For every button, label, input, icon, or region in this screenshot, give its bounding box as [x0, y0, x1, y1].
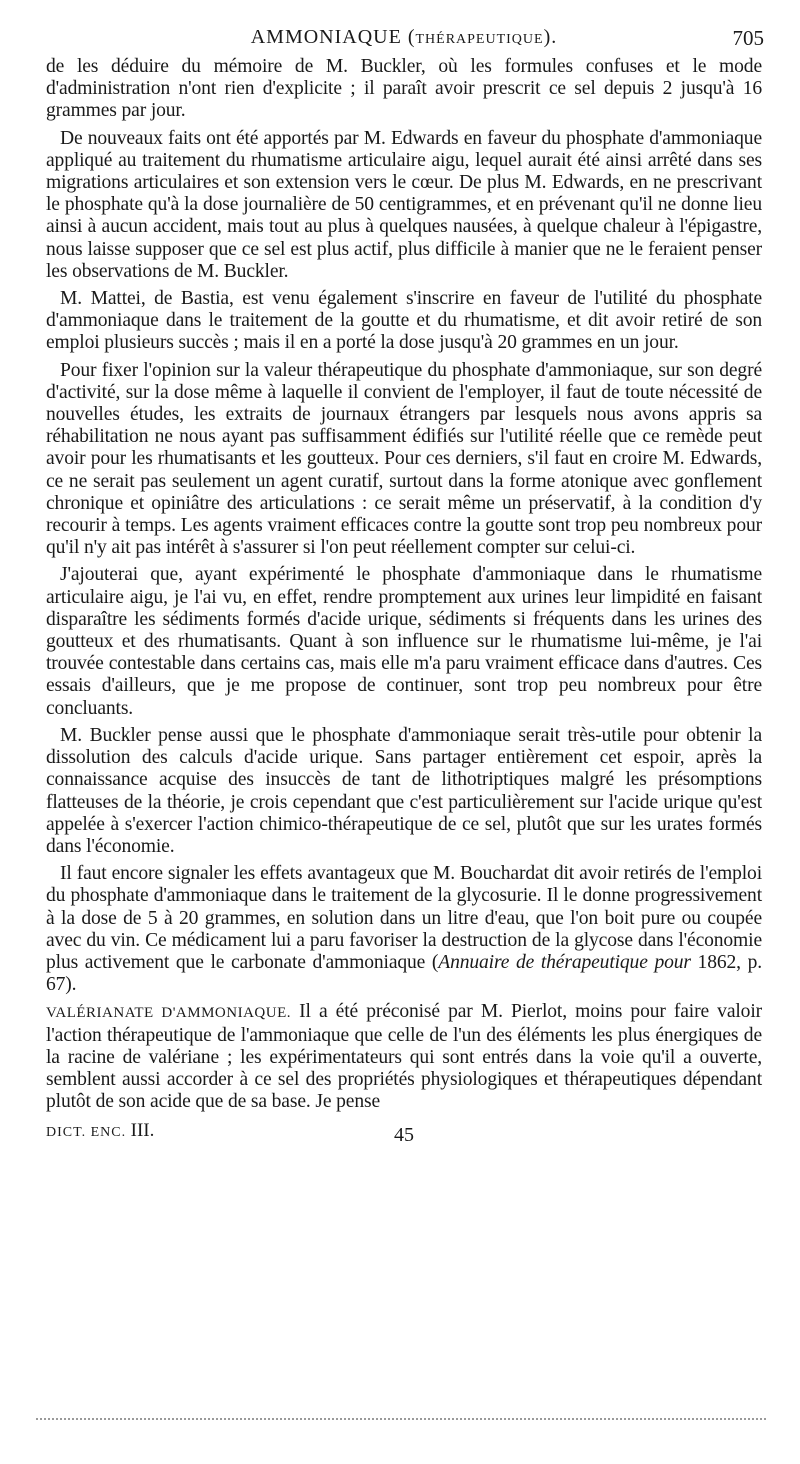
- paragraph-edwards: De nouveaux faits ont été apportés par M. Edwards en faveur du phosphate d'ammoniaque appliqué au traitement du rhumatisme articulaire aigu, lequel aurait été ainsi arrêté dans ses migrations articulaires et son extension vers le cœur. De plus M. Edwards, en ne prescrivant le phosphate qu'à la dose journalière de 50 centigrammes, et en prévenant qu'il ne donne lieu ainsi à aucun accident, mais tout au plus à quelques nausées, à quelque chaleur à l'épigastre, nous laisse supposer que ce sel est plus actif, plus difficile à manier que ne le feraient penser les observations de M. Buckler.: [46, 127, 762, 282]
- signature-mark: 45: [394, 1124, 414, 1147]
- page-footer: [46, 1118, 762, 1152]
- scan-dotted-rule: [36, 1418, 766, 1420]
- paragraph-glycosurie: [46, 863, 762, 996]
- paragraph-valerianate: [46, 1001, 762, 1113]
- paragraph-valerianate-text: Il a été préconisé par M. Pierlot, moins pour faire valoir l'action thérapeutique de l'ammoniaque que celle de l'un des éléments les plus énergiques de la racine de valériane ; les expérimentateurs qui sont entrés dans la voie qu'il a ouverte, semblent aussi accorder à ce sel des propriétés physiologiques et thérapeutiques dépendant plutôt de son acide que de sa base. Je pense: [46, 1001, 762, 1113]
- paragraph-calculs: M. Buckler pense aussi que le phosphate d'ammoniaque serait très-utile pour obtenir la dissolution des calculs d'acide urique. Sans partager entièrement cet espoir, après la connaissance acquise des insuccès de tant de lithotriptiques malgré les présomptions flatteuses de la théorie, je crois cependant que c'est particulièrement sur l'acide urique qu'est appelée à s'exercer l'action chimico-thérapeutique de ce sel, plutôt que sur les urates formés dans l'économie.: [46, 724, 762, 857]
- running-title: [46, 26, 762, 49]
- footer-book: DICT. ENC.: [46, 1125, 127, 1141]
- paragraph-mattei: M. Mattei, de Bastia, est venu également s'inscrire en faveur de l'utilité du phosphate d'ammoniaque dans le traitement de la goutte et du rhumatisme, et dit avoir retiré de son emploi plusieurs succès ; mais il en a porté la dose jusqu'à 20 grammes en un jour.: [46, 288, 762, 354]
- section-lead-valerianate: VALÉRIANATE D'AMMONIAQUE.: [46, 1005, 291, 1022]
- paragraph-continued: de les déduire du mémoire de M. Buckler, où les formules confuses et le mode d'administration n'ont rien d'explicite ; il paraît avoir prescrit ce sel depuis 2 jusqu'à 16 grammes par jour.: [46, 56, 762, 122]
- footer-volume: III.: [130, 1120, 155, 1142]
- book-page: [46, 26, 762, 1152]
- running-title-close: ).: [543, 26, 558, 48]
- running-head: [46, 26, 762, 56]
- paragraph-experiment: J'ajouterai que, ayant expérimenté le phosphate d'ammoniaque dans le rhumatisme articulaire aigu, je l'ai vu, en effet, rendre promptement aux urines leur limpidité en faisant disparaître les sédiments formés d'acide urique, sédiments si fréquents dans les urines des goutteux et des rhumatisants. Quant à son influence sur le rhumatisme lui-même, je l'ai trouvée contestable dans certains cas, mais elle m'a paru vraiment efficace dans d'autres. Ces essais d'ailleurs, que je me propose de continuer, sont trop peu nombreux pour être concluants.: [46, 564, 762, 719]
- running-title-main: AMMONIAQUE (: [250, 26, 416, 48]
- citation-rest: 1862, p. 67).: [46, 951, 762, 996]
- running-title-subject: THÉRAPEUTIQUE: [415, 32, 544, 47]
- page-number: 705: [732, 26, 764, 50]
- article-body: [46, 56, 762, 1113]
- paragraph-glycosurie-text: Il faut encore signaler les effets avantageux que M. Bouchardat dit avoir retirés de l'emploi du phosphate d'ammoniaque dans le traitement de la glycosurie. Il le donne progressivement à la dose de 5 à 20 grammes, en solution dans un litre d'eau, que l'on boit pure ou coupée avec du vin. Ce médicament lui a paru favoriser la destruction de la glycose dans l'économie plus activement que le carbonate d'ammoniaque (: [46, 863, 762, 973]
- paragraph-opinion: Pour fixer l'opinion sur la valeur thérapeutique du phosphate d'ammoniaque, sur son degré d'activité, sur la dose même à laquelle il convient de l'employer, il faut de toute nécessité de nouvelles études, les extraits de journaux étrangers par lesquels nous avons appris sa réhabilitation ne nous ayant pas suffisamment édifiés sur l'utilité réelle que ce remède peut avoir pour les rhumatisants et les goutteux. Pour ces derniers, s'il faut en croire M. Edwards, ce ne serait pas seulement un agent curatif, surtout dans la forme atonique avec gonflement chronique et opiniâtre des articulations : ce serait même un préservatif, à la condition d'y recourir à temps. Les agents vraiment efficaces contre la goutte sont trop peu nombreux pour qu'il n'y ait pas intérêt à s'assurer si l'on peut réellement compter sur celui-ci.: [46, 359, 762, 559]
- citation-title: Annuaire de thérapeutique pour: [438, 951, 691, 973]
